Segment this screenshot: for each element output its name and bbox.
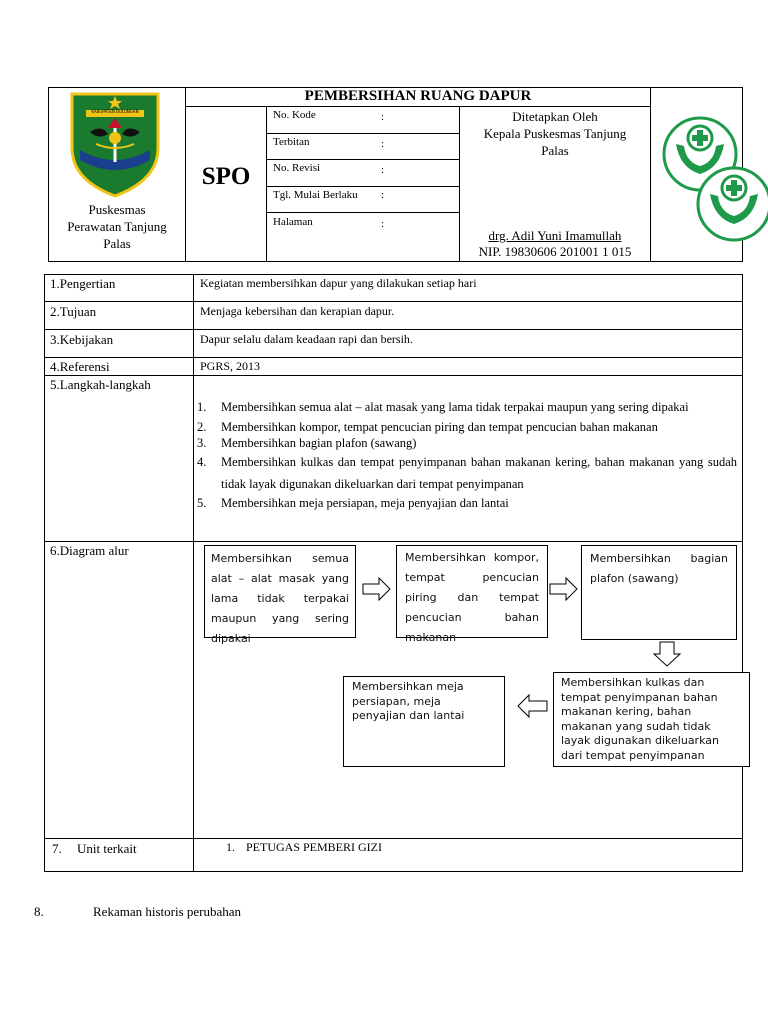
unit-item-number: 1. [226, 840, 235, 854]
approval-line-3: Palas [541, 143, 569, 158]
fields-cell [266, 106, 460, 262]
field-colon: : [381, 218, 385, 230]
row-divider [44, 301, 743, 302]
column-divider [193, 274, 194, 872]
row-divider [44, 375, 743, 376]
step-item: 2. Membersihkan kompor, tempat pencucian piring dan tempat pencucian bahan makanan [197, 420, 658, 434]
field-tgl-mulai-label: Tgl. Mulai Berlaku [273, 189, 358, 201]
tujuan-value: Menjaga kebersihan dan kerapian dapur. [200, 304, 395, 318]
arrow-right-icon [549, 577, 579, 601]
approval-line-2: Kepala Puskesmas Tanjung [483, 126, 627, 141]
kebijakan-label: 3.Kebijakan [50, 332, 114, 347]
document-title: PEMBERSIHAN RUANG DAPUR [304, 88, 532, 104]
row-divider [44, 357, 743, 358]
arrow-left-icon [516, 694, 548, 718]
unit-item: PETUGAS PEMBERI GIZI [246, 840, 383, 854]
field-no-revisi-label: No. Revisi [273, 162, 321, 174]
referensi-label: 4.Referensi [50, 359, 110, 374]
field-divider [266, 186, 460, 187]
flow-box-2: Membersihkan kompor, tempat pencucian piring dan tempat pencucian bahan makanan [396, 545, 548, 638]
step-item: 4. Membersihkan kulkas dan tempat penyimpanan bahan makanan kering, bahan makanan yang sudah tidak layak digunakan dikeluarkan dari tempat penyimpanan [197, 455, 737, 491]
arrow-right-icon [362, 577, 392, 601]
row-divider [44, 838, 743, 839]
step-item: 1. Membersihkan semua alat – alat masak yang lama tidak terpakai maupun yang sering dipakai [197, 400, 689, 414]
field-colon: : [381, 138, 385, 150]
flow-box-4: Membersihkan kulkas dan tempat penyimpanan bahan makanan kering, bahan makanan yang sudah tidak layak digunakan dikeluarkan dari tempat penyimpanan [553, 672, 750, 767]
flow-box-5: Membersihkan meja persiapan, meja penyajian dan lantai [343, 676, 505, 767]
field-no-kode-label: No. Kode [273, 109, 316, 121]
field-terbitan-label: Terbitan [273, 136, 310, 148]
row-divider [44, 329, 743, 330]
footer-number: 8. [34, 904, 44, 919]
footer-text: Rekaman historis perubahan [93, 904, 242, 919]
arrow-down-icon [652, 641, 682, 667]
pengertian-label: 1.Pengertian [50, 276, 116, 291]
field-divider [266, 159, 460, 160]
tujuan-label: 2.Tujuan [50, 304, 97, 319]
diagram-label: 6.Diagram alur [50, 543, 129, 558]
field-colon: : [381, 189, 385, 201]
step-item: 5. Membersihkan meja persiapan, meja penyajian dan lantai [197, 496, 509, 510]
bakti-husada-logo-icon [662, 108, 768, 262]
field-divider [266, 133, 460, 134]
langkah-label: 5.Langkah-langkah [50, 377, 151, 392]
flow-box-1: Membersihkan semua alat – alat masak yang lama tidak terpakai maupun yang sering dipakai [204, 545, 356, 638]
row-divider [44, 541, 743, 542]
step-item: 3. Membersihkan bagian plafon (sawang) [197, 436, 417, 450]
field-divider [266, 212, 460, 213]
signer-name: drg. Adil Yuni Imamullah [488, 228, 622, 243]
document-type: SPO [201, 163, 251, 190]
field-colon: : [381, 111, 385, 123]
kabupaten-crest-icon [68, 88, 162, 200]
referensi-value: PGRS, 2013 [200, 359, 261, 373]
step-list [197, 396, 737, 511]
unit-label: Unit terkait [77, 841, 137, 856]
crest-banner-text: KABUPATEN BULUNGAN [91, 109, 139, 114]
pengertian-value: Kegiatan membersihkan dapur yang dilakukan setiap hari [200, 276, 477, 290]
approval-line-1: Ditetapkan Oleh [512, 109, 598, 124]
unit-number: 7. [52, 841, 62, 856]
field-halaman-label: Halaman [273, 216, 313, 228]
organization-name: Puskesmas Perawatan Tanjung Palas [67, 202, 167, 251]
field-colon: : [381, 164, 385, 176]
signer-nip: NIP. 19830606 201001 1 015 [478, 244, 632, 259]
flow-box-3: Membersihkan bagian plafon (sawang) [581, 545, 737, 640]
kebijakan-value: Dapur selalu dalam keadaan rapi dan bersih. [200, 332, 413, 346]
